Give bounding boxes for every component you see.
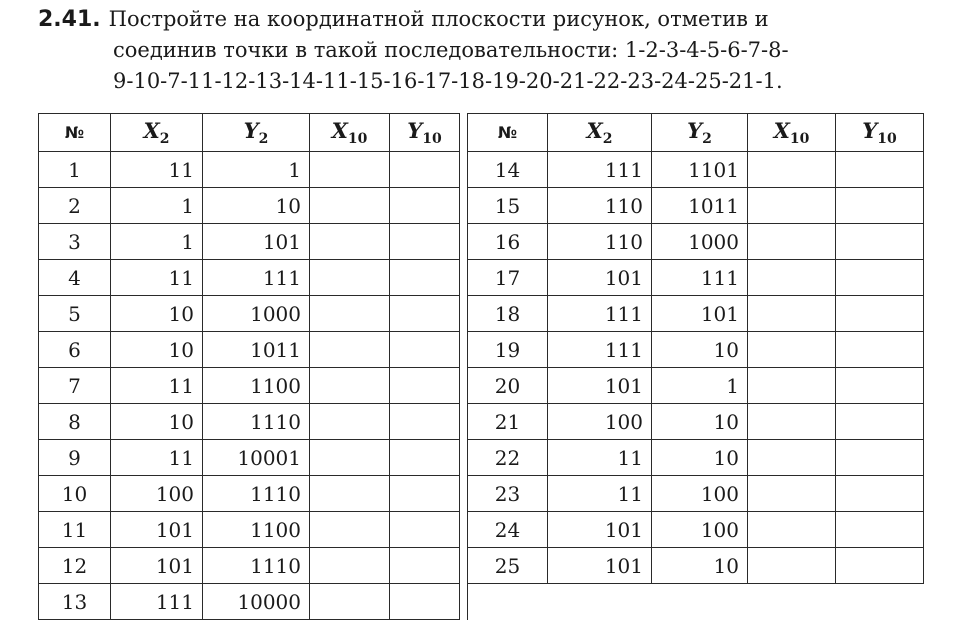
y-binary: 10: [652, 440, 748, 476]
y-decimal-blank: [836, 404, 924, 440]
point-number: 2: [39, 188, 111, 224]
table-row: [39, 152, 924, 188]
table-separator: [460, 368, 468, 404]
point-number: 1: [39, 152, 111, 188]
y-decimal-blank: [836, 296, 924, 332]
header-x2-right: $X_2$: [548, 114, 652, 152]
x-decimal-blank: [748, 296, 836, 332]
y-decimal-blank: [836, 440, 924, 476]
x-decimal-blank: [310, 584, 390, 620]
header-x10-right: $X_{10}$: [748, 114, 836, 152]
x-binary: 11: [111, 368, 203, 404]
y-decimal-blank: [390, 368, 460, 404]
point-number: 10: [39, 476, 111, 512]
point-number: 11: [39, 512, 111, 548]
x-binary: 111: [548, 332, 652, 368]
x-binary: 111: [111, 584, 203, 620]
x-decimal-blank: [748, 152, 836, 188]
x-decimal-blank: [310, 440, 390, 476]
point-number: 17: [468, 260, 548, 296]
x-decimal-blank: [748, 332, 836, 368]
x-binary: 111: [548, 152, 652, 188]
table-separator: [460, 296, 468, 332]
x-decimal-blank: [748, 368, 836, 404]
table-row: [39, 404, 924, 440]
table-row: [39, 440, 924, 476]
point-number: 5: [39, 296, 111, 332]
x-binary: 110: [548, 188, 652, 224]
x-binary: 11: [111, 260, 203, 296]
y-binary: 1100: [203, 368, 310, 404]
y-binary: 1000: [652, 224, 748, 260]
header-num-right: №: [468, 114, 548, 152]
point-number: 9: [39, 440, 111, 476]
point-number: 18: [468, 296, 548, 332]
task-line-3: 9-10-7-11-12-13-14-11-15-16-17-18-19-20-21-22-23-24-25-21-1.: [113, 69, 783, 93]
x-binary: 111: [548, 296, 652, 332]
header-y2-left: $Y_2$: [203, 114, 310, 152]
point-number: 25: [468, 548, 548, 584]
x-binary: 10: [111, 332, 203, 368]
table-separator: [460, 224, 468, 260]
x-decimal-blank: [310, 512, 390, 548]
y-binary: 100: [652, 512, 748, 548]
point-number: 16: [468, 224, 548, 260]
table-separator: [460, 332, 468, 368]
y-decimal-blank: [836, 224, 924, 260]
x-binary: 101: [548, 368, 652, 404]
y-decimal-blank: [836, 260, 924, 296]
y-binary: 101: [203, 224, 310, 260]
y-binary: 1110: [203, 404, 310, 440]
empty-cell: [468, 584, 924, 620]
header-num-left: №: [39, 114, 111, 152]
y-binary: 1: [203, 152, 310, 188]
points-table: [38, 113, 924, 620]
y-binary: 1110: [203, 476, 310, 512]
x-decimal-blank: [310, 368, 390, 404]
y-decimal-blank: [390, 188, 460, 224]
x-binary: 10: [111, 296, 203, 332]
point-number: 22: [468, 440, 548, 476]
x-binary: 100: [548, 404, 652, 440]
y-binary: 1011: [203, 332, 310, 368]
x-decimal-blank: [310, 404, 390, 440]
table-row: [39, 584, 924, 620]
x-binary: 101: [111, 512, 203, 548]
x-decimal-blank: [748, 476, 836, 512]
x-decimal-blank: [310, 260, 390, 296]
y-decimal-blank: [390, 548, 460, 584]
x-decimal-blank: [748, 260, 836, 296]
y-binary: 10000: [203, 584, 310, 620]
x-binary: 1: [111, 188, 203, 224]
table-row: [39, 368, 924, 404]
table-row: [39, 224, 924, 260]
y-binary: 1110: [203, 548, 310, 584]
y-binary: 1011: [652, 188, 748, 224]
x-decimal-blank: [748, 404, 836, 440]
x-binary: 110: [548, 224, 652, 260]
point-number: 13: [39, 584, 111, 620]
task-statement: [38, 4, 938, 97]
y-binary: 1: [652, 368, 748, 404]
point-number: 20: [468, 368, 548, 404]
y-decimal-blank: [836, 368, 924, 404]
x-decimal-blank: [748, 512, 836, 548]
y-decimal-blank: [390, 440, 460, 476]
y-binary: 10: [203, 188, 310, 224]
table-separator: [460, 584, 468, 620]
y-binary: 1000: [203, 296, 310, 332]
table-row: [39, 512, 924, 548]
y-decimal-blank: [390, 260, 460, 296]
table-separator: [460, 114, 468, 152]
x-decimal-blank: [748, 440, 836, 476]
task-text-1: Постройте на координатной плоскости рисунок, отметив и: [108, 7, 769, 31]
point-number: 23: [468, 476, 548, 512]
table-separator: [460, 260, 468, 296]
x-binary: 101: [548, 260, 652, 296]
x-decimal-blank: [310, 332, 390, 368]
x-decimal-blank: [310, 476, 390, 512]
y-decimal-blank: [390, 512, 460, 548]
y-binary: 10: [652, 404, 748, 440]
header-y10-right: $Y_{10}$: [836, 114, 924, 152]
x-binary: 10: [111, 404, 203, 440]
header-y10-left: $Y_{10}$: [390, 114, 460, 152]
x-decimal-blank: [310, 548, 390, 584]
y-decimal-blank: [390, 476, 460, 512]
y-decimal-blank: [390, 332, 460, 368]
point-number: 12: [39, 548, 111, 584]
x-binary: 101: [548, 548, 652, 584]
x-binary: 11: [548, 440, 652, 476]
table-separator: [460, 404, 468, 440]
y-binary: 100: [652, 476, 748, 512]
point-number: 4: [39, 260, 111, 296]
task-line-2: соединив точки в такой последовательности: 1-2-3-4-5-6-7-8-: [113, 38, 789, 62]
point-number: 6: [39, 332, 111, 368]
point-number: 14: [468, 152, 548, 188]
table-separator: [460, 440, 468, 476]
table-separator: [460, 152, 468, 188]
y-decimal-blank: [390, 224, 460, 260]
point-number: 21: [468, 404, 548, 440]
task-line-1: [38, 4, 938, 35]
x-decimal-blank: [748, 188, 836, 224]
x-decimal-blank: [310, 152, 390, 188]
table-row: [39, 548, 924, 584]
y-decimal-blank: [390, 152, 460, 188]
y-decimal-blank: [836, 512, 924, 548]
x-decimal-blank: [310, 296, 390, 332]
x-binary: 100: [111, 476, 203, 512]
table-separator: [460, 476, 468, 512]
y-binary: 111: [652, 260, 748, 296]
table-separator: [460, 512, 468, 548]
y-decimal-blank: [390, 296, 460, 332]
table-row: [39, 296, 924, 332]
header-x2-left: $X_2$: [111, 114, 203, 152]
x-binary: 11: [111, 440, 203, 476]
x-binary: 101: [548, 512, 652, 548]
x-binary: 101: [111, 548, 203, 584]
x-decimal-blank: [310, 188, 390, 224]
point-number: 7: [39, 368, 111, 404]
x-binary: 1: [111, 224, 203, 260]
task-number: 2.41.: [38, 7, 101, 32]
point-number: 19: [468, 332, 548, 368]
table-row: [39, 332, 924, 368]
table-header-row: [39, 114, 924, 152]
y-decimal-blank: [836, 188, 924, 224]
x-decimal-blank: [748, 548, 836, 584]
y-binary: 10: [652, 548, 748, 584]
y-binary: 10001: [203, 440, 310, 476]
y-binary: 1100: [203, 512, 310, 548]
y-binary: 101: [652, 296, 748, 332]
y-binary: 1101: [652, 152, 748, 188]
y-decimal-blank: [836, 152, 924, 188]
x-binary: 11: [111, 152, 203, 188]
y-decimal-blank: [390, 404, 460, 440]
point-number: 8: [39, 404, 111, 440]
header-y2-right: $Y_2$: [652, 114, 748, 152]
y-decimal-blank: [390, 584, 460, 620]
table-row: [39, 476, 924, 512]
table-row: [39, 188, 924, 224]
x-binary: 11: [548, 476, 652, 512]
x-decimal-blank: [310, 224, 390, 260]
table-row: [39, 260, 924, 296]
y-decimal-blank: [836, 476, 924, 512]
point-number: 24: [468, 512, 548, 548]
y-decimal-blank: [836, 548, 924, 584]
y-binary: 10: [652, 332, 748, 368]
table-separator: [460, 548, 468, 584]
header-x10-left: $X_{10}$: [310, 114, 390, 152]
table-separator: [460, 188, 468, 224]
y-decimal-blank: [836, 332, 924, 368]
x-decimal-blank: [748, 224, 836, 260]
y-binary: 111: [203, 260, 310, 296]
point-number: 3: [39, 224, 111, 260]
point-number: 15: [468, 188, 548, 224]
